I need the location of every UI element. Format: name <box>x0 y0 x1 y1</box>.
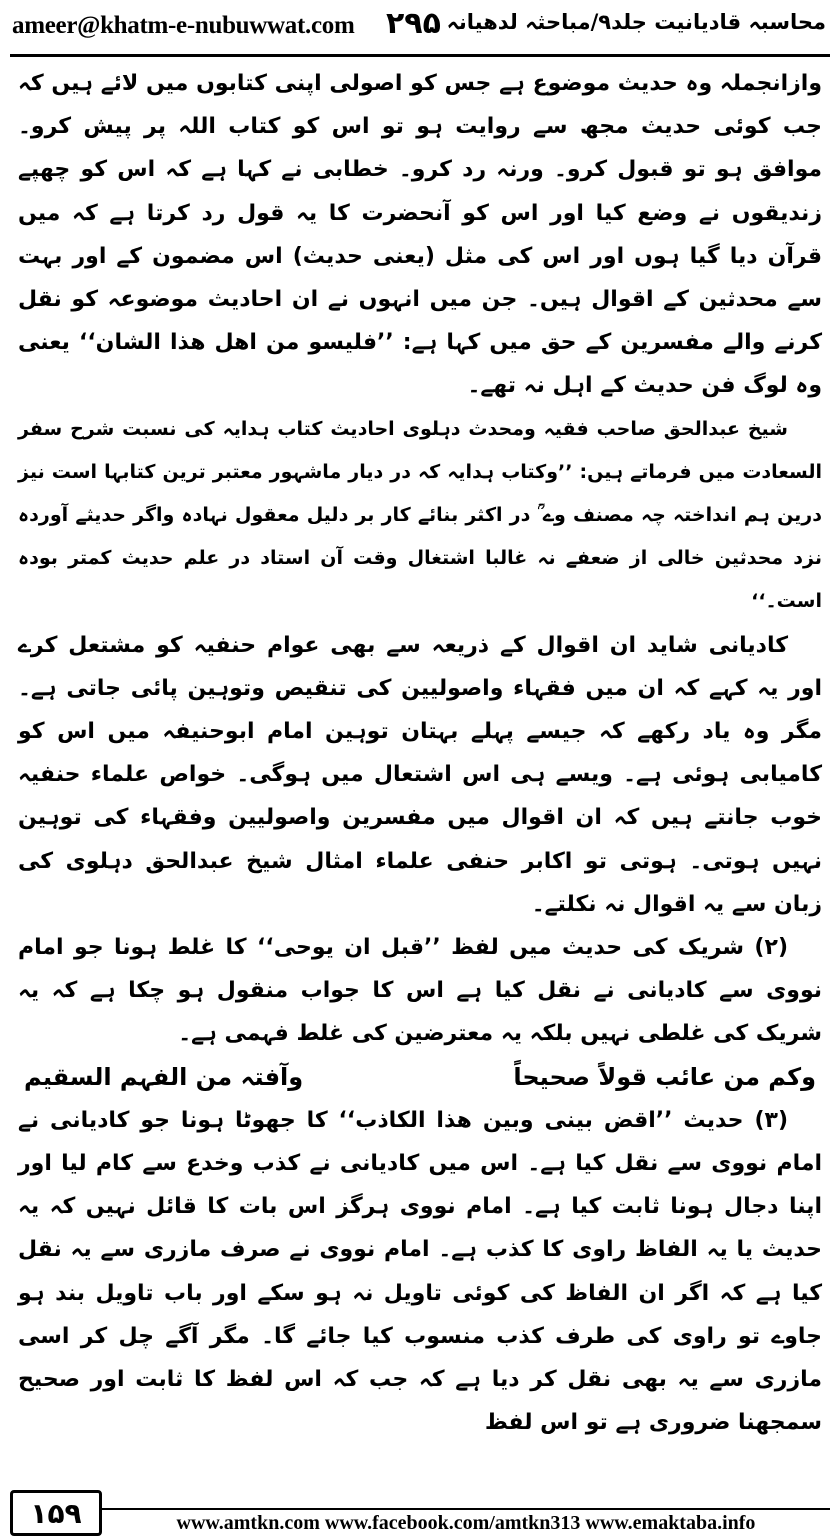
paragraph-3: کادیانی شاید ان اقوال کے ذریعہ سے بھی عوام حنفیہ کو مشتعل کرے اور یہ کہے کہ ان میں فقہاء واصولیین کی تنقیص وتوہین پائی جاتی ہے۔ مگر وہ یاد رکھے کہ جیسے پہلے بہتان توہین امام ابوحنیفہ میں اس کو کامیابی ہوئی ہے۔ ویسے ہی اس اشتعال میں ہوگی۔ خواص علماء حنفیہ خوب جانتے ہیں کہ ان اقوال میں مفسرین واصولیین وفقہاء کی توہین نہیں ہوتی۔ ہوتی تو اکابر حنفی علماء امثال شیخ عبدالحق دہلوی کی زبان سے یہ اقوال نہ نکلتے۔ <box>18 632 822 917</box>
header-email: ameer@khatm-e-nubuwwat.com <box>12 12 355 39</box>
paragraph-5: (۳) حدیث ’’اقض بینی وبین ھذا الکاذب‘‘ کا جھوٹا ہونا جو کادیانی نے امام نووی سے نقل کیا ہے۔ اس میں کادیانی نے کذب وخدع سے کام لیا اور اپنا دجال ہونا ثابت کیا ہے۔ امام نووی ہرگز اس بات کا قائل نہیں کہ یہ حدیث یا یہ الفاظ راوی کا کذب ہے۔ امام نووی نے صرف مازری سے یہ نقل کیا ہے کہ اگر ان الفاظ کی کوئی تاویل نہ ہو سکے اور باب تاویل بند ہو جاوے تو راوی کی طرف کذب منسوب کیا جائے گا۔ مگر آگے چل کر اسی مازری سے یہ بھی نقل کر دیا ہے کہ جب کہ اس لفظ کا ثابت اور صحیح سمجھنا ضروری ہے تو اس لفظ <box>18 1107 822 1436</box>
page-header <box>0 0 840 56</box>
page-footer <box>0 1488 840 1540</box>
footer-page-number: ۱۵۹ <box>10 1490 102 1536</box>
paragraph-1: وازانجملہ وہ حدیث موضوع ہے جس کو اصولی اپنی کتابوں میں لائے ہیں کہ جب کوئی حدیث مجھ سے روایت ہو تو اس کو کتاب اللہ پر پیش کرو۔ موافق ہو تو قبول کرو۔ ورنہ رد کرو۔ خطابی نے کہا ہے کہ اس کو چھپے زندیقوں نے وضع کیا اور اس کو آنحضرت کا یہ قول رد کرتا ہے کہ میں قرآن دیا گیا ہوں اور اس کی مثل (یعنی حدیث) اس مضمون کے اور بہت سے محدثین کے اقوال ہیں۔ جن میں انہوں نے ان احادیث موضوعہ کو نقل کرنے والے مفسرین کے حق میں کہا ہے: ’’فلیسو من اھل ھذا الشان‘‘ یعنی وہ لوگ فن حدیث کے اہل نہ تھے۔ <box>18 71 822 399</box>
header-page-number: ۲۹۵ <box>386 6 441 41</box>
paragraph-4: (۲) شریک کی حدیث میں لفظ ’’قبل ان یوحی‘‘ کا غلط ہونا جو امام نووی سے کادیانی نے نقل کیا ہے اس کا جواب منقول ہو چکا ہے کہ یہ شریک کی غلطی نہیں بلکہ یہ معترضین کی غلط فہمی ہے۔ <box>18 935 822 1047</box>
verse-second-hemistich: وآفتہ من الفہم السقیم <box>24 1062 304 1091</box>
page-body <box>18 62 822 1445</box>
paragraph-2: شیخ عبدالحق صاحب فقیہ ومحدث دہلوی احادیث کتاب ہدایہ کی نسبت شرح سفر السعادت میں فرماتے ہیں: ’’وکتاب ہدایہ کہ در دیار ماشہور معتبر ترین کتابہا است نیز درین ہم انداختہ چہ مصنف وے ؒ در اکثر بنائے کار بر دلیل معقول نہادہ واگر حدیثے آوردہ نزد محدثین خالی از ضعفے نہ غالبا اشتغال وقت آن استاد در علم حدیث کمتر بودہ است۔‘‘ <box>18 417 822 613</box>
header-book-title: محاسبہ قادیانیت جلد۹/مباحثہ لدھیانہ <box>446 10 826 34</box>
footer-links[interactable]: www.amtkn.com www.facebook.com/amtkn313 www.emaktaba.info <box>102 1508 830 1535</box>
header-divider <box>10 54 830 57</box>
arabic-verse <box>18 1056 822 1099</box>
verse-first-hemistich: وکم من عائب قولاً صحیحاً <box>513 1062 816 1091</box>
